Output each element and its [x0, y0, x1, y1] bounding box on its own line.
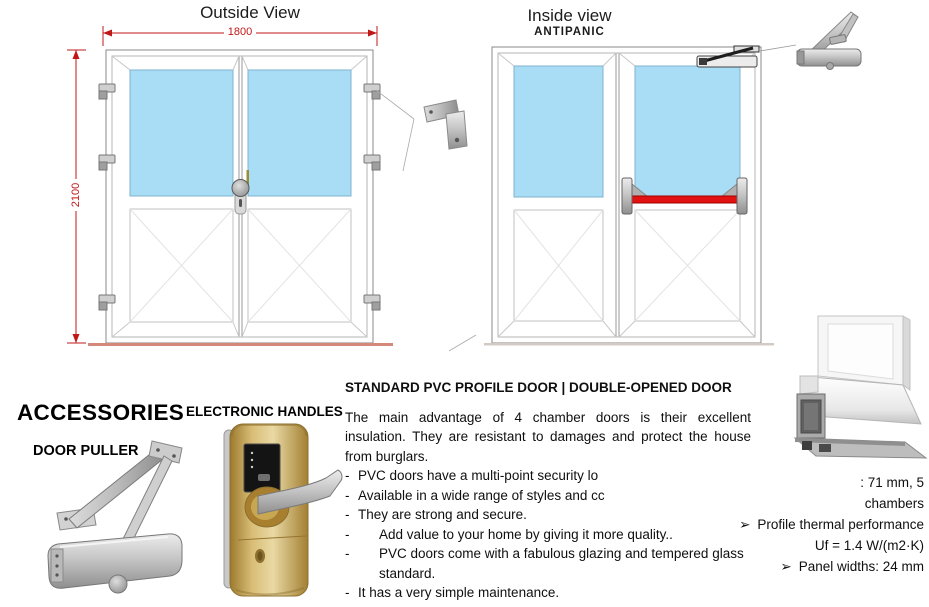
electronic-handles-label: ELECTRONIC HANDLES: [186, 404, 343, 419]
panel-widths-line: ➢ Panel widths: 24 mm: [674, 556, 924, 577]
bullet-item: - It has a very simple maintenance.: [345, 585, 560, 600]
profile-size-line2: chambers: [864, 496, 924, 511]
door-puller-label: DOOR PULLER: [33, 443, 139, 459]
door-closer-icon: [797, 12, 861, 70]
door-puller-image: [48, 441, 182, 593]
pvc-profile-cross-section-image: [795, 316, 926, 458]
glass-panel: [635, 66, 740, 197]
thermal-value-line: Uf = 1.4 W/(m2·K): [814, 538, 924, 553]
electronic-handle-image: [224, 424, 342, 596]
threshold-line: [484, 343, 774, 346]
outside-right-leaf: [242, 56, 367, 337]
glass-panel: [514, 66, 603, 197]
description-paragraph: The main advantage of 4 chamber doors is their excellent insulation. They are resistant to damages and protect the house from burglars.: [345, 409, 751, 464]
outside-left-leaf: [112, 56, 239, 337]
glass-panel: [130, 70, 233, 196]
bullet-item: - Add value to your home by giving it more quality..: [345, 526, 673, 542]
description-title: STANDARD PVC PROFILE DOOR | DOUBLE-OPENED DOOR: [345, 380, 732, 395]
outside-view-title: Outside View: [200, 3, 300, 22]
glass-panel: [248, 70, 351, 196]
specs-block: [674, 472, 924, 577]
height-dimension-label: 2100: [70, 172, 82, 218]
bullet-item: - PVC doors have a multi-point security lo: [345, 468, 599, 483]
arrow-bullet-icon: ➢: [780, 559, 792, 574]
thermal-performance-line: ➢ Profile thermal performance: [674, 514, 924, 535]
arrow-bullet-icon: ➢: [739, 517, 751, 532]
hinge-detail-icon: [424, 100, 467, 149]
inside-left-leaf: [498, 53, 616, 337]
accessories-title: ACCESSORIES: [17, 400, 185, 425]
width-dimension-label: 1800: [103, 26, 377, 38]
threshold-line: [88, 343, 393, 346]
bullet-item: - They are strong and secure.: [345, 507, 527, 522]
bullet-item: - Available in a wide range of styles and cc: [345, 487, 605, 503]
antipanic-label: ANTIPANIC: [534, 26, 605, 38]
bullet-item: - PVC doors come with a fabulous glazing and tempered glass standard.: [345, 546, 744, 581]
outside-door-diagram: [67, 26, 476, 351]
inside-door-diagram: [484, 12, 861, 346]
inside-view-title: Inside view: [527, 6, 612, 25]
profile-size-line1: : 71 mm, 5: [860, 475, 924, 490]
